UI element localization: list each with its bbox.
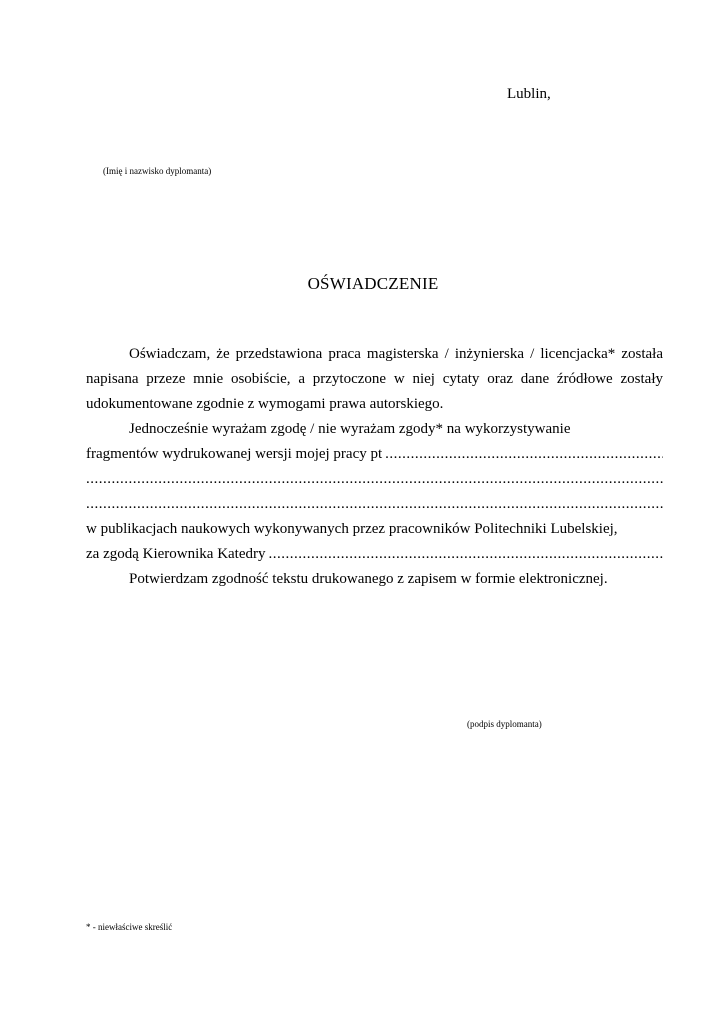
publications-line <box>86 517 663 542</box>
signature-caption: (podpis dyplomanta) <box>467 719 542 729</box>
fill-in-line <box>86 492 663 517</box>
department-head-line <box>86 542 663 567</box>
department-head-lead: za zgodą Kierownika Katedry <box>86 546 266 562</box>
statement-body <box>86 342 663 592</box>
fragments-line <box>86 442 663 467</box>
fill-in-dots <box>86 467 663 492</box>
place-date-line: Lublin, <box>507 86 551 102</box>
consent-paragraph: Jednocześnie wyrażam zgodę / nie wyrażam zgody* na wykorzystywanie <box>129 421 571 437</box>
document-title: OŚWIADCZENIE <box>307 274 439 293</box>
fill-in-dots <box>385 442 663 467</box>
name-caption: (Imię i nazwisko dyplomanta) <box>103 166 212 176</box>
fill-in-line <box>86 467 663 492</box>
fill-in-dots <box>269 542 663 567</box>
publications-text: w publikacjach naukowych wykonywanych przez pracowników Politechniki Lubelskiej, <box>86 521 618 537</box>
originality-paragraph: Oświadczam, że przedstawiona praca magisterska / inżynierska / licencjacka* została napisana przeze mnie osobiście, a przytoczone w niej cytaty oraz dane źródłowe zostały udokumentowane zgodnie z wymogami prawa autorskiego. <box>86 346 663 412</box>
fill-in-dots <box>86 492 663 517</box>
footnote: * - niewłaściwe skreślić <box>86 922 173 932</box>
fragments-lead: fragmentów wydrukowanej wersji mojej pracy pt <box>86 446 383 462</box>
confirmation-paragraph: Potwierdzam zgodność tekstu drukowanego z zapisem w formie elektronicznej. <box>129 571 608 587</box>
